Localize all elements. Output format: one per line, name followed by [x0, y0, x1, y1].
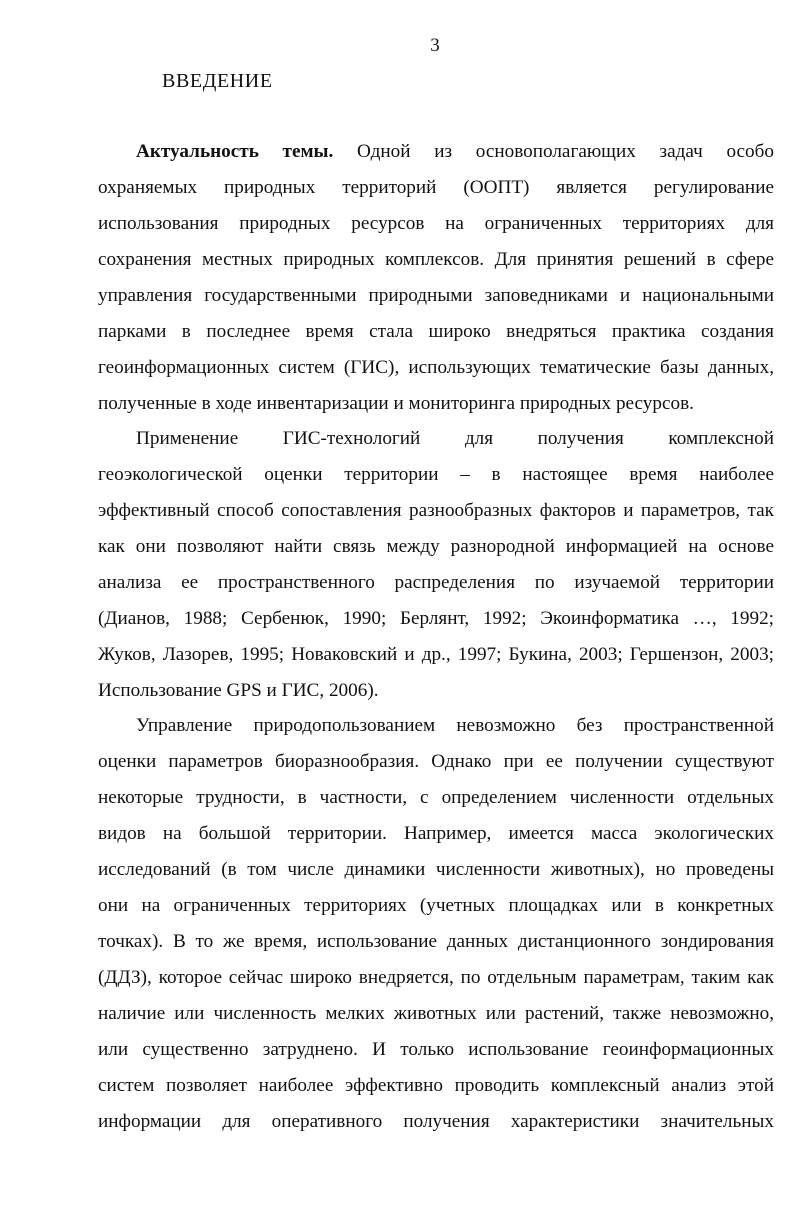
text-line: геоэкологической оценки территории – в настоящее время наиболее	[98, 464, 774, 485]
text-line: полученные в ходе инвентаризации и мониторинга природных ресурсов.	[98, 393, 694, 414]
text-line: Управление природопользованием невозможно без пространственной	[136, 715, 774, 736]
text-line: Использование GPS и ГИС, 2006).	[98, 680, 379, 701]
text-line: некоторые трудности, в частности, с определением численности отдельных	[98, 787, 774, 808]
text-line: использования природных ресурсов на ограниченных территориях для	[98, 213, 774, 234]
text-line: видов на большой территории. Например, имеется масса экологических	[98, 823, 774, 844]
text-line: Жуков, Лазорев, 1995; Новаковский и др., 1997; Букина, 2003; Гершензон, 2003;	[98, 644, 774, 665]
line-text: Одной из основополагающих задач особо	[333, 141, 774, 162]
text-line: (Дианов, 1988; Сербенюк, 1990; Берлянт, 1992; Экоинформатика …, 1992;	[98, 608, 774, 629]
text-line: или существенно затруднено. И только использование геоинформационных	[98, 1039, 774, 1060]
relevance-label: Актуальность темы.	[136, 141, 334, 162]
text-line: систем позволяет наиболее эффективно проводить комплексный анализ этой	[98, 1075, 774, 1096]
text-line: Применение ГИС-технологий для получения комплексной	[136, 428, 774, 449]
text-line: как они позволяют найти связь между разнородной информацией на основе	[98, 536, 774, 557]
text-line: они на ограниченных территориях (учетных площадках или в конкретных	[98, 895, 774, 916]
text-line: управления государственными природными заповедниками и национальными	[98, 285, 774, 306]
text-line	[136, 137, 774, 167]
page-number: 3	[430, 35, 440, 56]
text-line: (ДДЗ), которое сейчас широко внедряется, по отдельным параметрам, таким как	[98, 967, 774, 988]
text-line: информации для оперативного получения характеристики значительных	[98, 1111, 774, 1132]
text-line: анализа ее пространственного распределения по изучаемой территории	[98, 572, 774, 593]
text-line: исследований (в том числе динамики численности животных), но проведены	[98, 859, 774, 880]
text-line: оценки параметров биоразнообразия. Однако при ее получении существуют	[98, 751, 774, 772]
text-line: парками в последнее время стала широко внедряться практика создания	[98, 321, 774, 342]
text-line: охраняемых природных территорий (ООПТ) является регулирование	[98, 177, 774, 198]
text-line: точках). В то же время, использование данных дистанционного зондирования	[98, 931, 774, 952]
text-line: наличие или численность мелких животных или растений, также невозможно,	[98, 1003, 774, 1024]
section-heading: ВВЕДЕНИЕ	[162, 70, 273, 92]
text-line: сохранения местных природных комплексов. Для принятия решений в сфере	[98, 249, 774, 270]
text-line: эффективный способ сопоставления разнообразных факторов и параметров, так	[98, 500, 774, 521]
text-line: геоинформационных систем (ГИС), использующих тематические базы данных,	[98, 357, 774, 378]
